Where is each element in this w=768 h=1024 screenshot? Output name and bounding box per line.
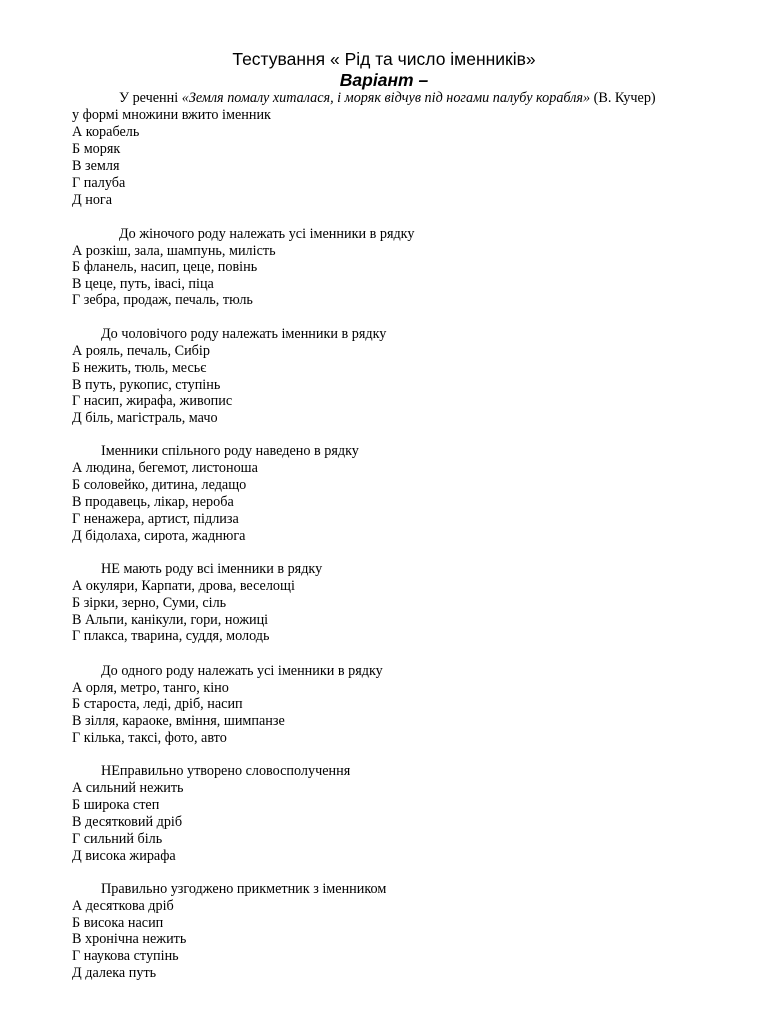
question-4-option-d: Г ненажера, артист, підлиза	[72, 511, 239, 527]
question-6-option-b: Б староста, леді, дріб, насип	[72, 696, 243, 712]
question-7-option-d: Г сильний біль	[72, 831, 163, 847]
question-8-option-a: А десяткова дріб	[72, 898, 174, 914]
question-8-option-b: Б висока насип	[72, 915, 164, 931]
question-6-option-a: А орля, метро, танго, кіно	[72, 680, 229, 696]
question-6-option-d: Г кілька, таксі, фото, авто	[72, 730, 227, 746]
question-1-option-b: Б моряк	[72, 141, 121, 157]
question-1-text	[119, 90, 656, 107]
question-4-text: Іменники спільного роду наведено в рядку	[101, 443, 359, 459]
question-1-author: (В. Кучер)	[590, 90, 656, 106]
test-title: Тестування « Рід та число іменників»	[232, 49, 536, 69]
question-3-text: До чоловічого роду належать іменники в рядку	[101, 326, 387, 342]
question-1-option-e: Д нога	[72, 192, 113, 208]
question-1-lead: У реченні	[119, 90, 182, 106]
question-4-option-c: В продавець, лікар, нероба	[72, 494, 234, 510]
question-1-option-a: А корабель	[72, 124, 140, 140]
question-7-option-b: Б широка степ	[72, 797, 160, 813]
question-3-option-b: Б нежить, тюль, месьє	[72, 360, 207, 376]
question-8-option-d: Г наукова ступінь	[72, 948, 179, 964]
question-5-option-b: Б зірки, зерно, Суми, сіль	[72, 595, 227, 611]
question-1-continuation: у формі множини вжито іменник	[72, 107, 271, 123]
question-8-text: Правильно узгоджено прикметник з іменником	[101, 881, 387, 897]
question-4-option-a: А людина, бегемот, листоноша	[72, 460, 258, 476]
question-2-option-b: Б фланель, насип, цеце, повінь	[72, 259, 258, 275]
question-7-option-e: Д висока жирафа	[72, 848, 176, 864]
question-3-option-c: В путь, рукопис, ступінь	[72, 377, 221, 393]
question-2-option-a: А розкіш, зала, шампунь, милість	[72, 243, 276, 259]
question-2-option-d: Г зебра, продаж, печаль, тюль	[72, 292, 253, 308]
question-6-text: До одного роду належать усі іменники в рядку	[101, 663, 383, 679]
question-3-option-a: А рояль, печаль, Сибір	[72, 343, 210, 359]
question-1-option-c: В земля	[72, 158, 120, 174]
question-6-option-c: В зілля, караоке, вміння, шимпанзе	[72, 713, 285, 729]
question-1-option-d: Г палуба	[72, 175, 126, 191]
question-2-text: До жіночого роду належать усі іменники в рядку	[119, 226, 415, 242]
question-5-option-d: Г плакса, тварина, суддя, молодь	[72, 628, 270, 644]
question-7-text: НЕправильно утворено словосполучення	[101, 763, 351, 779]
question-4-option-e: Д бідолаха, сирота, жаднюга	[72, 528, 246, 544]
question-8-option-c: В хронічна нежить	[72, 931, 187, 947]
question-8-option-e: Д далека путь	[72, 965, 157, 981]
question-3-option-d: Г насип, жирафа, живопис	[72, 393, 233, 409]
question-5-text: НЕ мають роду всі іменники в рядку	[101, 561, 323, 577]
question-7-option-c: В десятковий дріб	[72, 814, 183, 830]
question-5-option-c: В Альпи, канікули, гори, ножиці	[72, 612, 269, 628]
question-4-option-b: Б соловейко, дитина, ледащо	[72, 477, 247, 493]
question-5-option-a: А окуляри, Карпати, дрова, веселощі	[72, 578, 295, 594]
question-3-option-e: Д біль, магістраль, мачо	[72, 410, 218, 426]
variant-label: Варіант –	[339, 70, 429, 90]
question-7-option-a: А сильний нежить	[72, 780, 184, 796]
question-2-option-c: В цеце, путь, івасі, піца	[72, 276, 214, 292]
question-1-quote: «Земля помалу хиталася, і моряк відчув під ногами палубу корабля»	[181, 90, 591, 106]
